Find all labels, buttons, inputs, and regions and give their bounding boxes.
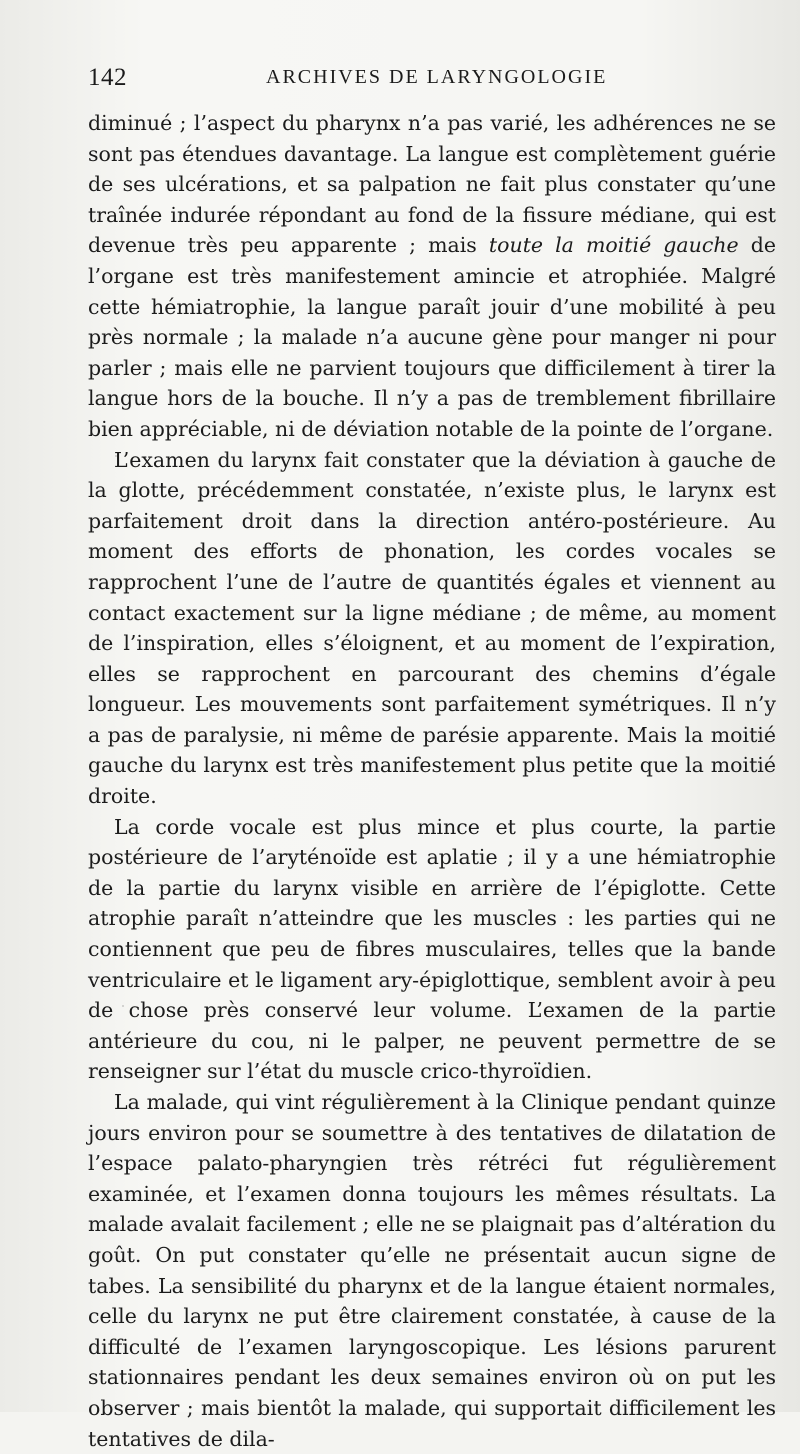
paragraph-3: La corde vocale est plus mince et plus courte, la partie postérieure de l’aryténoïde est aplatie ; il y a une hémiatrophie de la partie du larynx visible en arrière de l’épiglotte. Cette atrophie paraît n’atteindre que les muscles : les parties qui ne contiennent que peu de fibres musculaires, telles que la bande ventriculaire et le ligament ary-épiglottique, semblent avoir à peu de chose près conservé leur volume. L’examen de la partie antérieure du cou, ni le palper, ne peuvent permettre de se renseigner sur l’état du muscle crico-thyroïdien. xyxy=(88,814,776,1084)
paper-speck xyxy=(115,455,117,457)
paragraph-1 xyxy=(88,108,776,445)
paper-speck xyxy=(122,1005,124,1007)
page-header xyxy=(88,62,718,98)
paragraph-4: La malade, qui vint régulièrement à la Clinique pendant quinze jours environ pour se soumettre à des tentatives de dilatation de l’espace palato-pharyngien très rétréci fut régulièrement examinée, et l’examen donna toujours les mêmes résultats. La malade avalait facilement ; elle ne se plaignait pas d’altération du goût. On put constater qu’elle ne présentait aucun signe de tabes. La sensibilité du pharynx et de la langue étaient normales, celle du larynx ne put être clairement constatée, à cause de la difficulté de l’examen laryngoscopique. Les lésions parurent stationnaires pendant les deux semaines environ où on put les observer ; mais bientôt la malade, qui supportait difficilement les tentatives de dila- xyxy=(88,1090,776,1451)
paragraph-1-part-2: de l’organe est très manifestement amincie et atrophiée. Malgré cette hémiatrophie, la langue paraît jouir d’une mobilité à peu près normale ; la malade n’a aucune gène pour manger ni pour parler ; mais elle ne parvient toujours que difficilement à tirer la langue hors de la bouche. Il n’y a pas de tremblement fibrillaire bien appréciable, ni de déviation notable de la pointe de l’organe. xyxy=(88,233,776,441)
paper-speck xyxy=(570,1310,572,1312)
page-number: 142 xyxy=(88,64,127,91)
paragraph-2: L’examen du larynx fait constater que la déviation à gauche de la glotte, précédemment constatée, n’existe plus, le larynx est parfaitement droit dans la direction antéro-postérieure. Au moment des efforts de phonation, les cordes vocales se rapprochent l’une de l’autre de quantités égales et viennent au contact exactement sur la ligne médiane ; de même, au moment de l’inspiration, elles s’éloignent, et au moment de l’expiration, elles se rapprochent en parcourant des chemins d’égale longueur. Les mouvements sont parfaitement symétriques. Il n’y a pas de paralysie, ni même de parésie apparente. Mais la moitié gauche du larynx est très manifestement plus petite que la moitié droite. xyxy=(88,447,776,809)
paragraph-1-part-1: diminué ; l’aspect du pharynx n’a pas varié, les adhérences ne se sont pas étendues davantage. La langue est complètement guérie de ses ulcérations, et sa palpation ne fait plus constater qu’une traînée indurée répondant au fond de la fissure médiane, qui est devenue très peu apparente ; mais xyxy=(88,111,776,258)
paragraph-1-emphasis: toute la moitié gauche xyxy=(488,233,739,258)
body-text xyxy=(88,108,776,1454)
running-head: ARCHIVES DE LARYNGOLOGIE xyxy=(266,66,608,88)
